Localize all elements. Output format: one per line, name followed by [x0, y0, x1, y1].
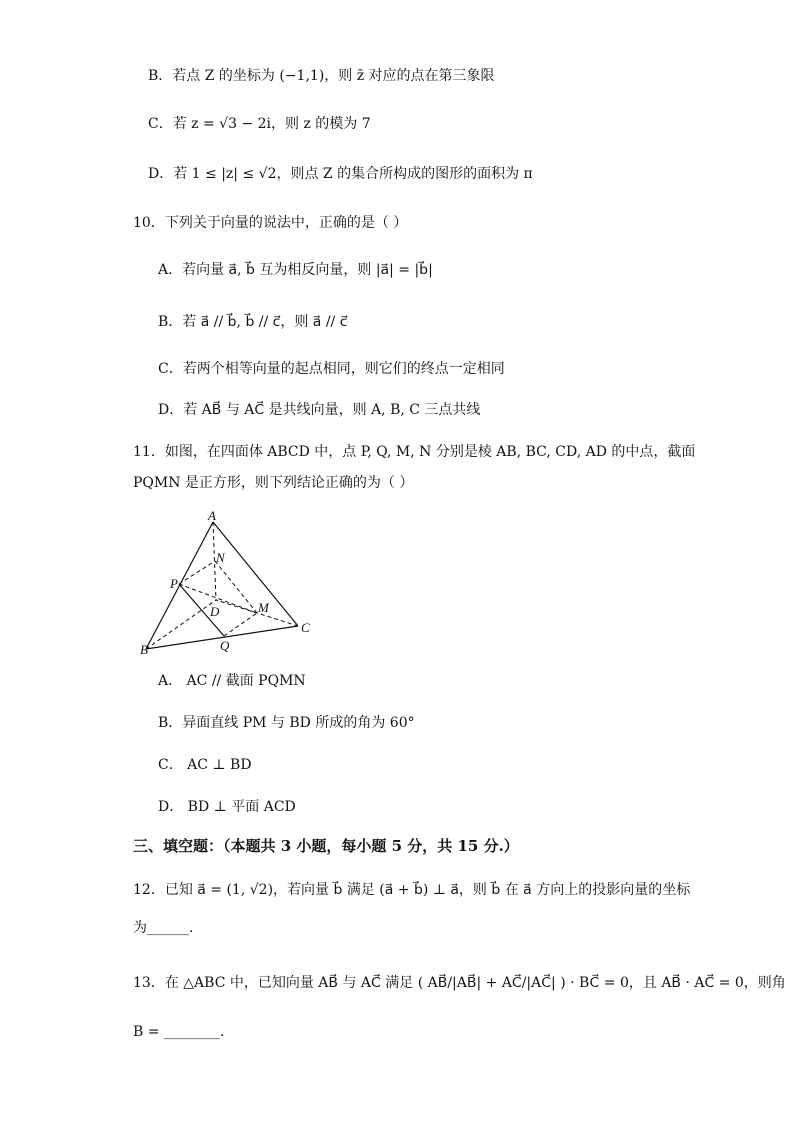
q11-stem-line1: 11．如图，在四面体 ABCD 中，点 P, Q, M, N 分别是棱 AB, BC, CD, AD 的中点，截面: [133, 444, 696, 460]
q11-stem-line2: PQMN 是正方形，则下列结论正确的为（ ）: [133, 475, 414, 491]
label-B: B: [140, 642, 148, 657]
q13-stem-line2: B = ________.: [133, 1024, 225, 1040]
q11-option-d: D． BD ⊥ 平面 ACD: [158, 799, 296, 815]
q13-stem-line1: 13．在 △ABC 中，已知向量 AB⃗ 与 AC⃗ 满足 ( AB⃗/|AB⃗| + AC⃗/|AC⃗| ) · BC⃗ = 0，且 AB⃗ · AC⃗ = 0，则角: [133, 975, 786, 991]
edge-AB: [146, 522, 213, 649]
edge-BD-hidden: [146, 600, 216, 649]
edge-PN-hidden: [179, 561, 215, 584]
q11-option-c: C． AC ⊥ BD: [158, 757, 252, 773]
q10-stem: 10．下列关于向量的说法中，正确的是（ ）: [133, 215, 408, 231]
q11-option-a: A． AC // 截面 PQMN: [158, 673, 306, 689]
q10-option-a: A．若向量 a⃗, b⃗ 互为相反向量，则 |a⃗| = |b⃗|: [158, 262, 433, 278]
q10-option-d: D．若 AB⃗ 与 AC⃗ 是共线向量，则 A, B, C 三点共线: [158, 402, 481, 418]
q9-option-d: D．若 1 ≤ |z| ≤ √2，则点 Z 的集合所构成的图形的面积为 π: [148, 166, 533, 182]
tetrahedron-figure: [136, 508, 336, 658]
label-P: P: [170, 576, 178, 591]
q12-stem-line2: 为______.: [133, 920, 194, 936]
label-M: M: [258, 600, 269, 615]
label-D: D: [210, 604, 220, 619]
q9-option-b: B．若点 Z 的坐标为 (−1,1)，则 z̄ 对应的点在第三象限: [148, 68, 495, 84]
section-3-heading: 三、填空题：（本题共 3 小题，每小题 5 分，共 15 分.）: [133, 837, 519, 855]
q11-option-b: B．异面直线 PM 与 BD 所成的角为 60°: [158, 715, 415, 731]
q12-stem-line1: 12．已知 a⃗ = (1, √2)，若向量 b⃗ 满足 (a⃗ + b⃗) ⊥ a⃗，则 b⃗ 在 a⃗ 方向上的投影向量的坐标: [133, 882, 691, 898]
label-Q: Q: [220, 638, 230, 653]
q10-option-b: B．若 a⃗ // b⃗, b⃗ // c⃗，则 a⃗ // c⃗: [158, 314, 348, 330]
q9-option-c: C．若 z = √3 − 2i，则 z 的模为 7: [148, 116, 371, 132]
q10-option-c: C．若两个相等向量的起点相同，则它们的终点一定相同: [158, 361, 505, 377]
label-N: N: [216, 550, 225, 565]
label-A: A: [208, 508, 216, 523]
label-C: C: [301, 620, 310, 635]
